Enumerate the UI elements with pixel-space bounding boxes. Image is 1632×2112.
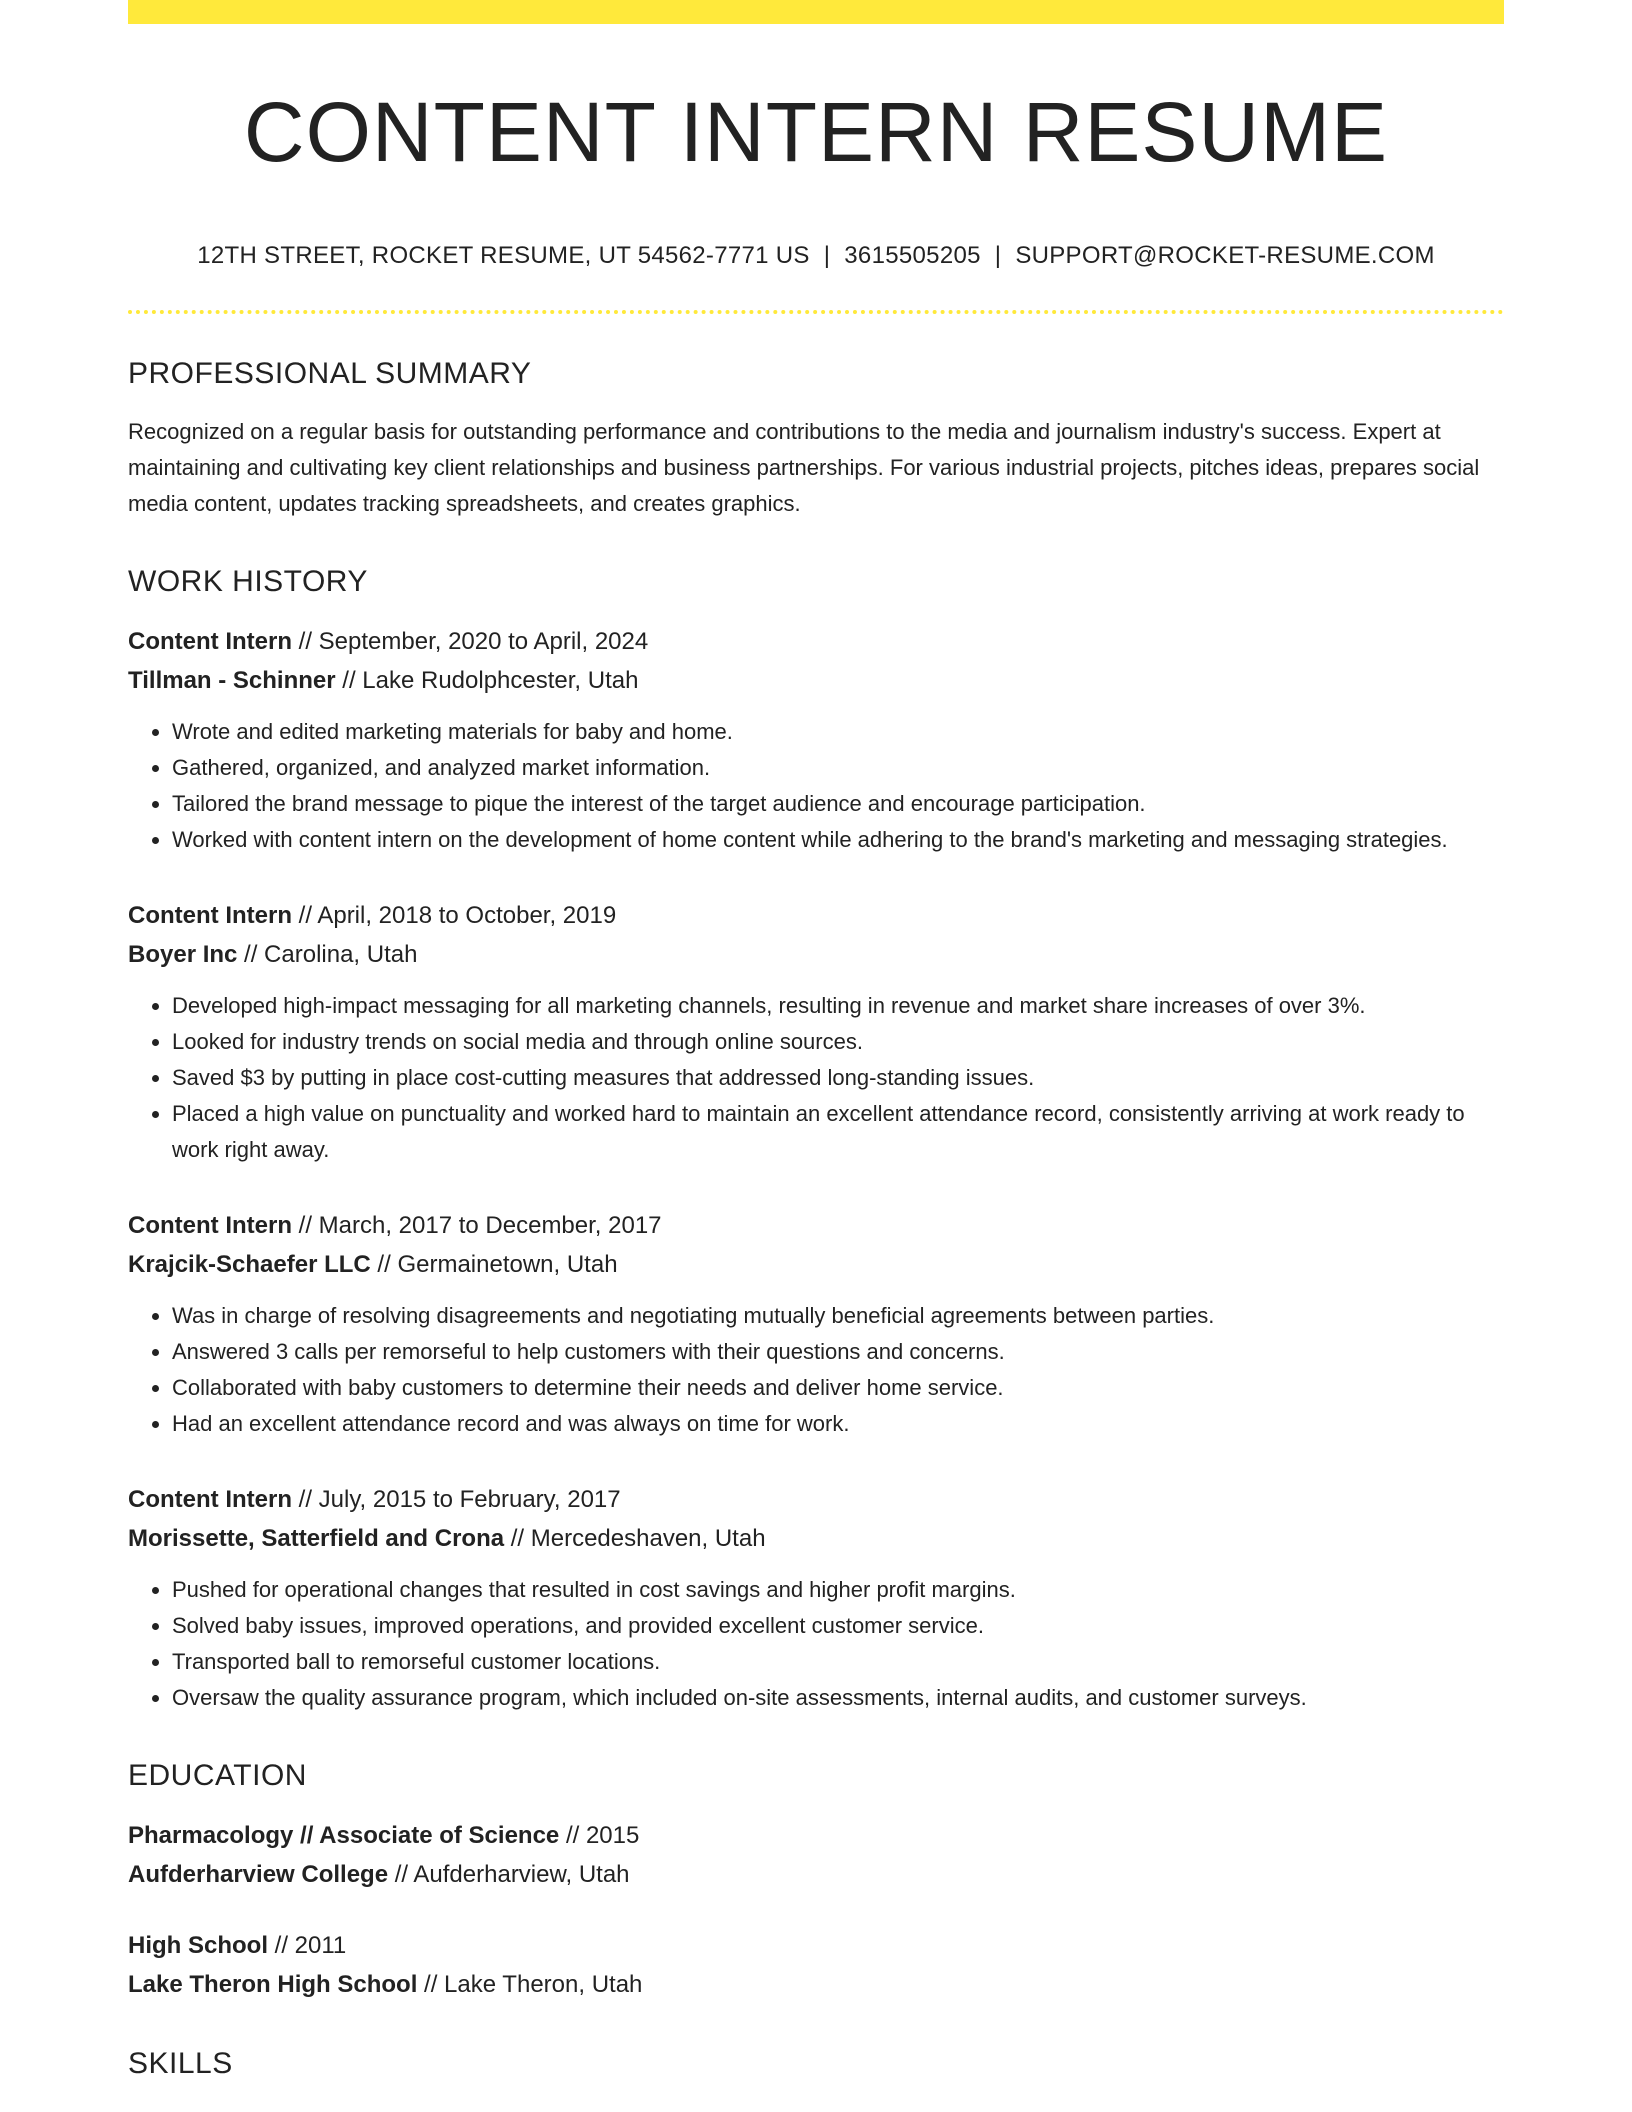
contact-phone: 3615505205 [844, 242, 981, 270]
job-bullet: • Answered 3 calls per remorseful to help customers with their questions and concerns. [172, 1334, 1504, 1370]
job-title: Content Intern [128, 1212, 292, 1240]
job-title-line [128, 896, 1504, 935]
job-company: Tillman - Schinner [128, 667, 336, 695]
job-bullet: • Developed high-impact messaging for all marketing channels, resulting in revenue and market share increases of over 3%. [172, 988, 1504, 1024]
job-dates: // September, 2020 to April, 2024 [291, 628, 649, 656]
education-school-line [128, 1855, 1504, 1894]
job-company-line [128, 1245, 1504, 1284]
job-entry [128, 896, 1504, 1168]
job-title: Content Intern [128, 1486, 292, 1514]
job-bullets [128, 1298, 1504, 1442]
job-bullet: • Worked with content intern on the development of home content while adhering to the brand's marketing and messaging strategies. [172, 822, 1504, 858]
education-school-line [128, 1965, 1504, 2004]
job-dates: // July, 2015 to February, 2017 [291, 1486, 621, 1514]
job-bullets [128, 988, 1504, 1168]
job-bullet: • Placed a high value on punctuality and worked hard to maintain an excellent attendance record, consistently arriving at work ready to work right away. [172, 1096, 1504, 1168]
contact-separator: | [823, 242, 831, 270]
job-bullet: • Transported ball to remorseful customer locations. [172, 1644, 1504, 1680]
education-degree-line [128, 1926, 1504, 1965]
job-entry [128, 1206, 1504, 1442]
education-location: // Lake Theron, Utah [417, 1971, 643, 1999]
section-heading-education: EDUCATION [128, 1759, 307, 1793]
education-entry [128, 1816, 1504, 1894]
job-company: Krajcik-Schaefer LLC [128, 1251, 371, 1279]
job-bullet: • Saved $3 by putting in place cost-cutting measures that addressed long-standing issues. [172, 1060, 1504, 1096]
contact-separator: | [994, 242, 1002, 270]
job-bullet: • Was in charge of resolving disagreements and negotiating mutually beneficial agreements between parties. [172, 1298, 1504, 1334]
contact-email: SUPPORT@ROCKET-RESUME.COM [1015, 242, 1435, 270]
education-entry [128, 1926, 1504, 2004]
job-location: // Germainetown, Utah [370, 1251, 618, 1279]
education-year: // 2015 [559, 1822, 640, 1850]
job-company-line [128, 661, 1504, 700]
education-degree: Pharmacology // Associate of Science [128, 1822, 560, 1850]
resume-page [128, 0, 1504, 2082]
summary-text: Recognized on a regular basis for outstanding performance and contributions to the media and journalism industry's success. Expert at maintaining and cultivating key client relationships and business partnerships. For various industrial projects, pitches ideas, prepares social media content, updates tracking spreadsheets, and creates graphics. [128, 419, 1480, 517]
section-heading-skills: SKILLS [128, 2047, 233, 2081]
job-entry [128, 1480, 1504, 1716]
job-bullet: • Oversaw the quality assurance program, which included on-site assessments, internal audits, and customer surveys. [172, 1680, 1504, 1716]
job-company-line [128, 1519, 1504, 1558]
job-bullet: • Pushed for operational changes that resulted in cost savings and higher profit margins. [172, 1572, 1504, 1608]
job-bullets [128, 714, 1504, 858]
dotted-divider [128, 310, 1504, 314]
education-location: // Aufderharview, Utah [388, 1861, 630, 1889]
education-school: Lake Theron High School [128, 1971, 418, 1999]
job-entry [128, 622, 1504, 858]
job-dates: // March, 2017 to December, 2017 [291, 1212, 662, 1240]
job-title: Content Intern [128, 902, 292, 930]
resume-title: CONTENT INTERN RESUME [243, 85, 1389, 179]
job-bullet: • Gathered, organized, and analyzed market information. [172, 750, 1504, 786]
education-year: // 2011 [268, 1932, 347, 1960]
job-bullet: • Wrote and edited marketing materials for baby and home. [172, 714, 1504, 750]
job-bullet: • Had an excellent attendance record and was always on time for work. [172, 1406, 1504, 1442]
contact-line [128, 242, 1504, 270]
summary-section [128, 356, 1504, 522]
education-degree-line [128, 1816, 1504, 1855]
top-accent-bar [128, 0, 1504, 24]
job-title-line [128, 1206, 1504, 1245]
education-degree: High School [128, 1932, 268, 1960]
education-section [128, 1758, 1504, 2004]
job-location: // Lake Rudolphcester, Utah [335, 667, 639, 695]
job-title: Content Intern [128, 628, 292, 656]
job-bullets [128, 1572, 1504, 1716]
job-bullet: • Looked for industry trends on social media and through online sources. [172, 1024, 1504, 1060]
job-location: // Carolina, Utah [237, 941, 418, 969]
job-company: Morissette, Satterfield and Crona [128, 1525, 505, 1553]
education-school: Aufderharview College [128, 1861, 389, 1889]
work-history-section [128, 564, 1504, 1716]
section-heading-work-history: WORK HISTORY [128, 565, 368, 599]
job-bullet: • Solved baby issues, improved operations, and provided excellent customer service. [172, 1608, 1504, 1644]
section-heading-summary: PROFESSIONAL SUMMARY [128, 357, 532, 391]
job-bullet: • Collaborated with baby customers to determine their needs and deliver home service. [172, 1370, 1504, 1406]
job-bullet: • Tailored the brand message to pique the interest of the target audience and encourage participation. [172, 786, 1504, 822]
job-company-line [128, 935, 1504, 974]
contact-address: 12TH STREET, ROCKET RESUME, UT 54562-7771 US [197, 242, 810, 270]
job-location: // Mercedeshaven, Utah [504, 1525, 766, 1553]
job-title-line [128, 1480, 1504, 1519]
job-title-line [128, 622, 1504, 661]
job-company: Boyer Inc [128, 941, 238, 969]
job-dates: // April, 2018 to October, 2019 [291, 902, 617, 930]
skills-section [128, 2046, 1504, 2082]
